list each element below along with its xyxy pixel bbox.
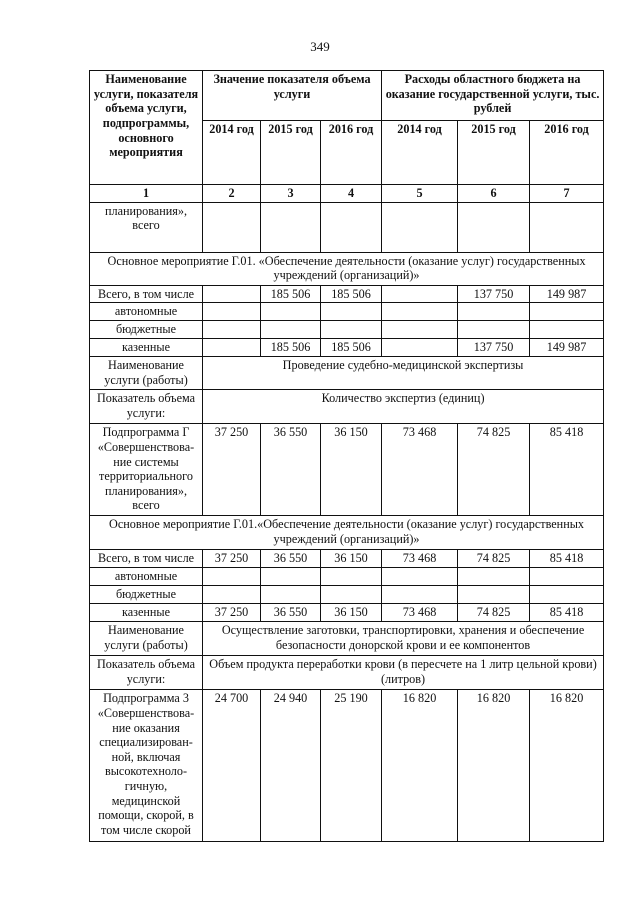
header-year: 2016 год <box>321 121 382 185</box>
value-cell: 37 250 <box>203 604 261 622</box>
value-cell: 24 940 <box>261 690 321 842</box>
value-cell: 36 150 <box>321 604 382 622</box>
header-year: 2014 год <box>382 121 458 185</box>
value-cell <box>382 285 458 303</box>
value-cell: 149 987 <box>530 339 604 357</box>
column-number-row <box>90 185 604 203</box>
table-row <box>90 202 604 252</box>
row-label: Всего, в том числе <box>90 550 203 568</box>
table-row <box>90 424 604 516</box>
value-cell: 137 750 <box>458 285 530 303</box>
value-cell <box>203 285 261 303</box>
value-cell: 73 468 <box>382 550 458 568</box>
column-number: 4 <box>321 185 382 203</box>
value-cell: 24 700 <box>203 690 261 842</box>
row-label: бюджетные <box>90 321 203 339</box>
row-label: Показатель объема услуги: <box>90 390 203 424</box>
section-row <box>90 252 604 285</box>
row-label: казенные <box>90 604 203 622</box>
value-cell: 85 418 <box>530 604 604 622</box>
header-volume-group: Значение показателя объема услуги <box>203 71 382 121</box>
table-row <box>90 285 604 303</box>
table-row <box>90 321 604 339</box>
section-heading: Основное мероприятие Г.01.«Обеспечение деятельности (оказание услуг) государственных учреждений (организаций)» <box>90 516 604 550</box>
service-name: Осуществление заготовки, транспортировки, хранения и обеспечение безопасности донорской крови и ее компонентов <box>203 622 604 656</box>
value-cell: 16 820 <box>458 690 530 842</box>
value-cell: 36 550 <box>261 424 321 516</box>
header-year: 2016 год <box>530 121 604 185</box>
value-cell: 185 506 <box>261 285 321 303</box>
table-row <box>90 390 604 424</box>
value-cell: 36 150 <box>321 424 382 516</box>
column-number: 1 <box>90 185 203 203</box>
table-row <box>90 339 604 357</box>
table-row <box>90 656 604 690</box>
table-row <box>90 690 604 842</box>
value-cell: 85 418 <box>530 550 604 568</box>
table-row <box>90 550 604 568</box>
value-cell: 16 820 <box>530 690 604 842</box>
table-row <box>90 303 604 321</box>
value-cell: 37 250 <box>203 424 261 516</box>
table-row <box>90 622 604 656</box>
table-row <box>90 586 604 604</box>
row-label: Всего, в том числе <box>90 285 203 303</box>
budget-table <box>89 70 604 842</box>
value-cell: 74 825 <box>458 550 530 568</box>
column-number: 2 <box>203 185 261 203</box>
value-cell: 185 506 <box>261 339 321 357</box>
column-number: 6 <box>458 185 530 203</box>
column-number: 7 <box>530 185 604 203</box>
value-cell: 74 825 <box>458 604 530 622</box>
value-cell: 73 468 <box>382 424 458 516</box>
value-cell <box>203 339 261 357</box>
value-cell: 137 750 <box>458 339 530 357</box>
header-col1: Наименование услуги, показателя объема услуги, подпрограммы, основного мероприятия <box>90 71 203 185</box>
table-row <box>90 568 604 586</box>
value-cell: 25 190 <box>321 690 382 842</box>
column-number: 3 <box>261 185 321 203</box>
row-label: казенные <box>90 339 203 357</box>
value-cell: 36 150 <box>321 550 382 568</box>
header-budget-group: Расходы областного бюджета на оказание государственной услуги, тыс. рублей <box>382 71 604 121</box>
page-number: 349 <box>310 39 330 54</box>
value-cell: 36 550 <box>261 550 321 568</box>
table-row <box>90 357 604 390</box>
value-cell: 36 550 <box>261 604 321 622</box>
header-year: 2015 год <box>458 121 530 185</box>
service-name: Проведение судебно-медицинской экспертизы <box>203 357 604 390</box>
column-number: 5 <box>382 185 458 203</box>
header-year: 2015 год <box>261 121 321 185</box>
value-cell: 185 506 <box>321 339 382 357</box>
section-heading: Основное мероприятие Г.01. «Обеспечение деятельности (оказание услуг) государственных учреждений (организаций)» <box>90 252 604 285</box>
row-label: Подпрограмма Г «Совершенствова-ние системы территориального планирования», всего <box>90 424 203 516</box>
row-label: бюджетные <box>90 586 203 604</box>
header-row <box>90 71 604 121</box>
value-cell: 85 418 <box>530 424 604 516</box>
section-row <box>90 516 604 550</box>
row-label: автономные <box>90 568 203 586</box>
indicator-name: Объем продукта переработки крови (в пересчете на 1 литр цельной крови) (литров) <box>203 656 604 690</box>
value-cell: 74 825 <box>458 424 530 516</box>
row-label: планирования», всего <box>90 202 203 252</box>
table-row <box>90 604 604 622</box>
value-cell: 73 468 <box>382 604 458 622</box>
indicator-name: Количество экспертиз (единиц) <box>203 390 604 424</box>
value-cell: 37 250 <box>203 550 261 568</box>
row-label: Подпрограмма 3 «Совершенствова-ние оказания специализирован-ной, включая высокотехноло-гичную, медицинской помощи, скорой, в том числе скорой <box>90 690 203 842</box>
row-label: Наименование услуги (работы) <box>90 357 203 390</box>
value-cell: 149 987 <box>530 285 604 303</box>
row-label: Наименование услуги (работы) <box>90 622 203 656</box>
value-cell: 16 820 <box>382 690 458 842</box>
row-label: автономные <box>90 303 203 321</box>
header-year: 2014 год <box>203 121 261 185</box>
value-cell: 185 506 <box>321 285 382 303</box>
value-cell <box>382 339 458 357</box>
row-label: Показатель объема услуги: <box>90 656 203 690</box>
